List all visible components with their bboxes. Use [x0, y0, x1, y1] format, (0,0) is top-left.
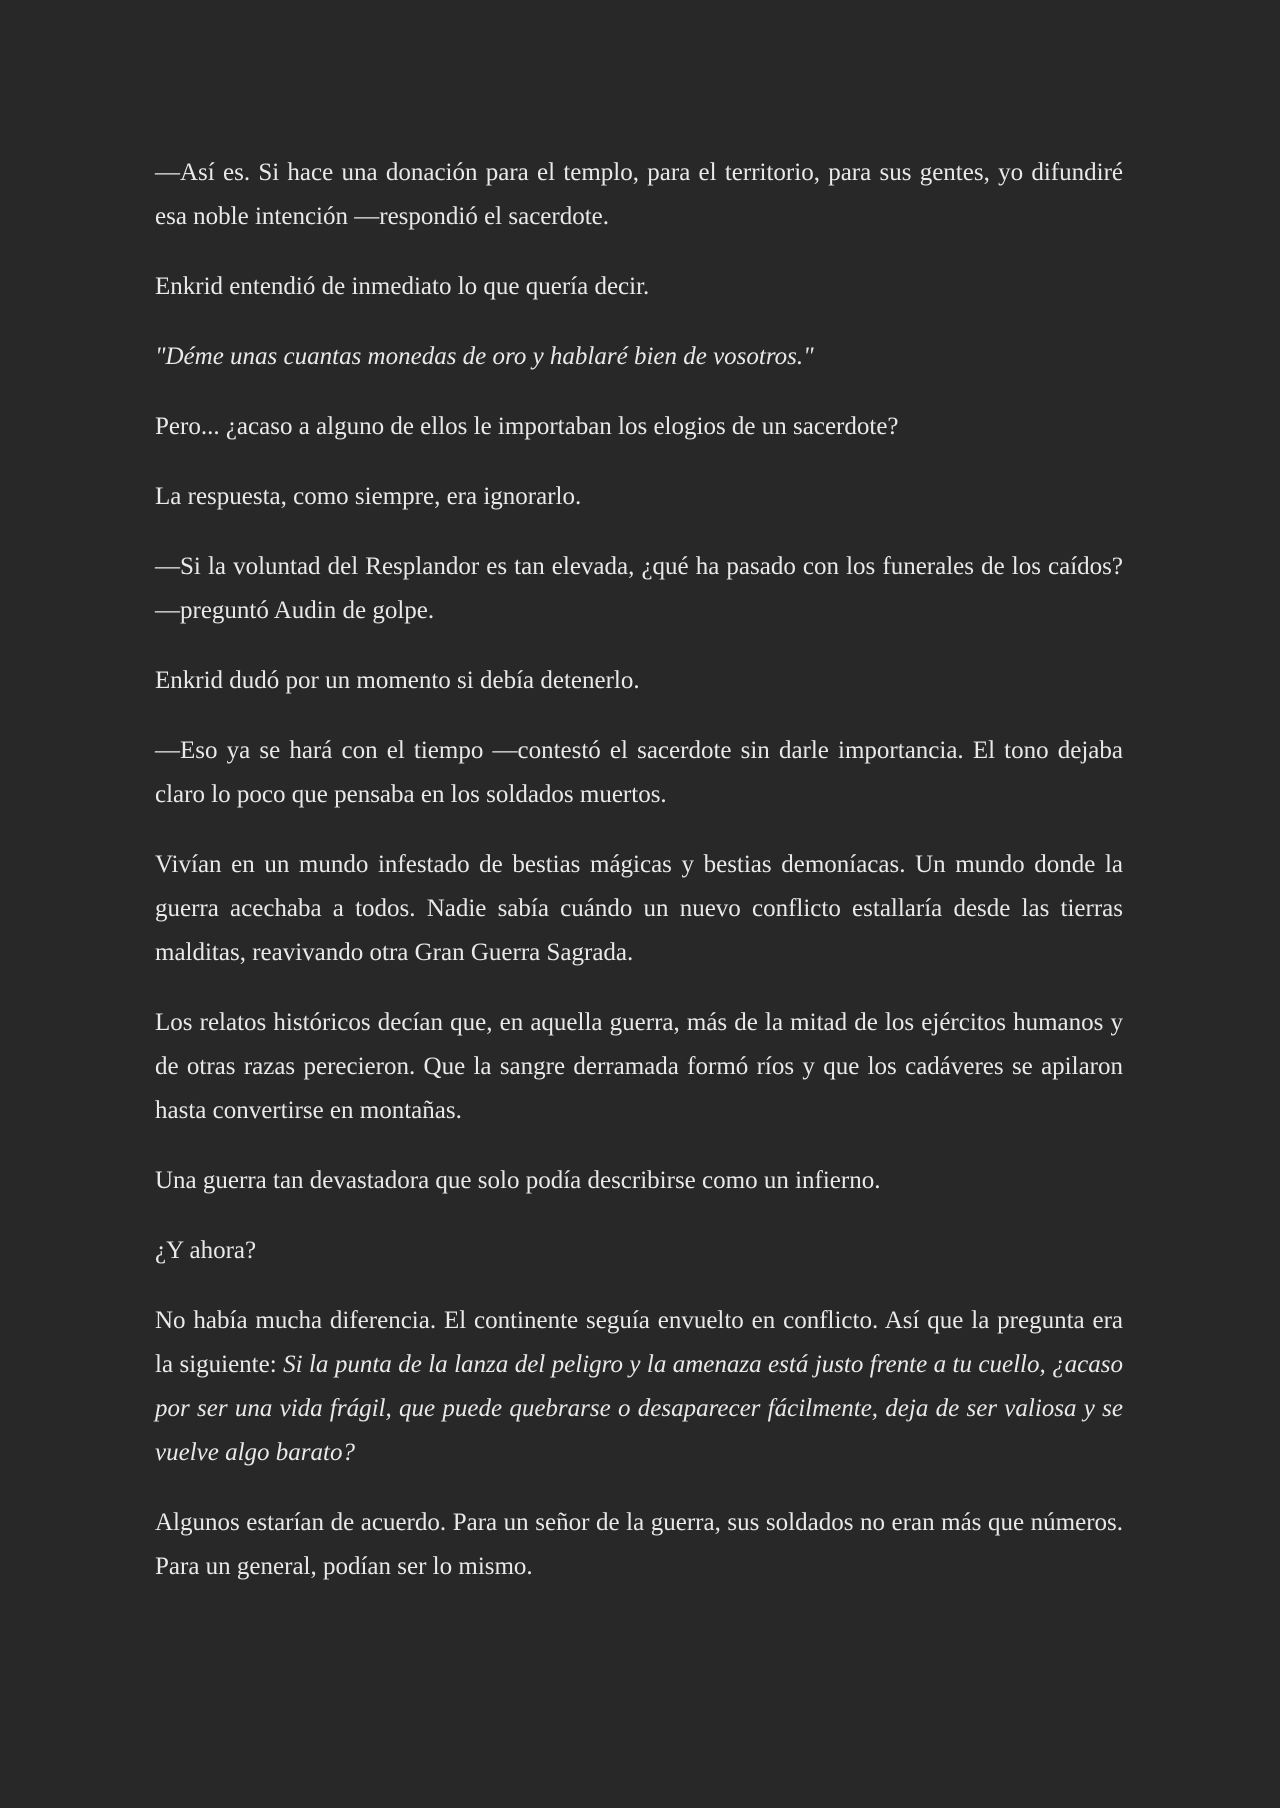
paragraph-4: Pero... ¿acaso a alguno de ellos le importaban los elogios de un sacerdote?	[155, 413, 899, 440]
paragraph-5: La respuesta, como siempre, era ignorarlo.	[155, 483, 582, 510]
paragraph-7: Enkrid dudó por un momento si debía detenerlo.	[155, 667, 640, 694]
paragraph-6: —Si la voluntad del Resplandor es tan elevada, ¿qué ha pasado con los funerales de los caídos? —preguntó Audin de golpe.	[155, 553, 1123, 624]
paragraph-12: ¿Y ahora?	[155, 1237, 257, 1264]
paragraph-13	[155, 1299, 1123, 1475]
paragraph-3-quote: "Déme unas cuantas monedas de oro y hablaré bien de vosotros."	[155, 343, 814, 370]
paragraph-13-italic-thought: Si la punta de la lanza del peligro y la amenaza está justo frente a tu cuello, ¿acaso por ser una vida frágil, que puede quebrarse o desaparecer fácilmente, deja de ser valiosa y se vuelve algo barato?	[155, 1351, 1123, 1466]
paragraph-13-text: No había mucha diferencia. El continente seguía envuelto en conflicto. Así que la pregunta era la siguiente:	[155, 1307, 1123, 1378]
paragraph-2: Enkrid entendió de inmediato lo que quería decir.	[155, 273, 650, 300]
paragraph-1: —Así es. Si hace una donación para el templo, para el territorio, para sus gentes, yo difundiré esa noble intención —respondió el sacerdote.	[155, 159, 1123, 230]
paragraph-11: Una guerra tan devastadora que solo podía describirse como un infierno.	[155, 1167, 881, 1194]
paragraph-10: Los relatos históricos decían que, en aquella guerra, más de la mitad de los ejércitos humanos y de otras razas perecieron. Que la sangre derramada formó ríos y que los cadáveres se apilaron hasta convertirse en montañas.	[155, 1009, 1123, 1124]
paragraph-9: Vivían en un mundo infestado de bestias mágicas y bestias demoníacas. Un mundo donde la guerra acechaba a todos. Nadie sabía cuándo un nuevo conflicto estallaría desde las tierras malditas, reavivando otra Gran Guerra Sagrada.	[155, 851, 1123, 966]
paragraph-14: Algunos estarían de acuerdo. Para un señor de la guerra, sus soldados no eran más que números. Para un general, podían ser lo mismo.	[155, 1509, 1123, 1580]
chapter-text	[155, 151, 1123, 1615]
paragraph-8: —Eso ya se hará con el tiempo —contestó el sacerdote sin darle importancia. El tono dejaba claro lo poco que pensaba en los soldados muertos.	[155, 737, 1123, 808]
